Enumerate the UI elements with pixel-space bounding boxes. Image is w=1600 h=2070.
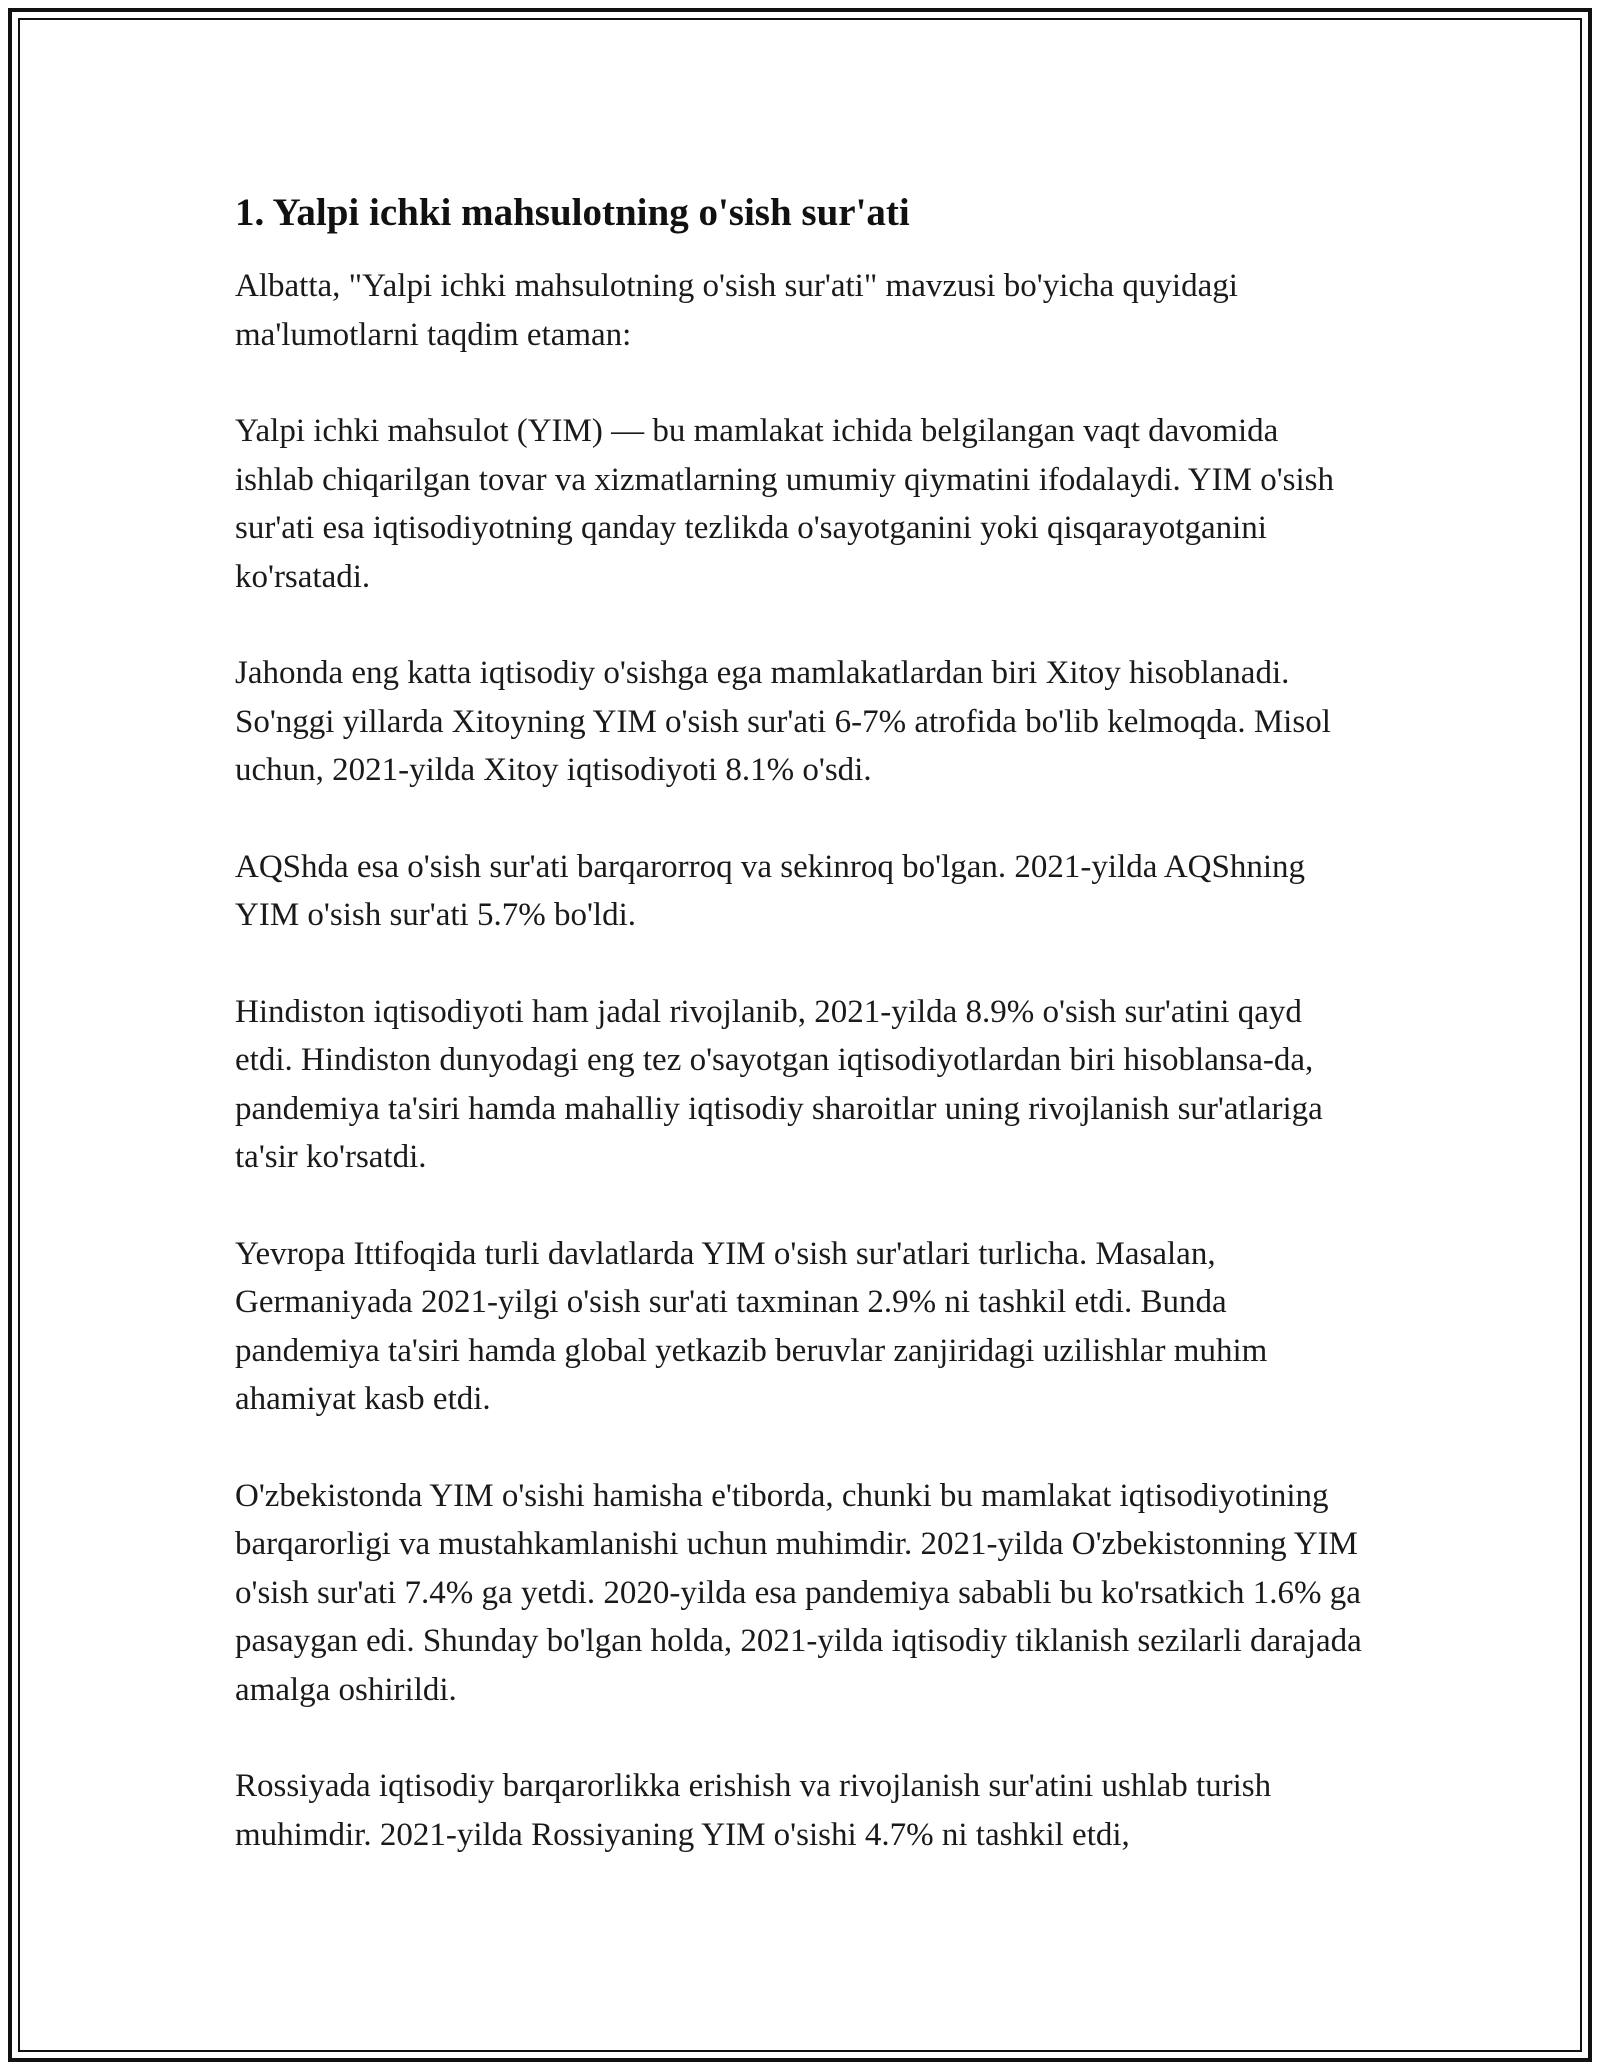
paragraph-russia: Rossiyada iqtisodiy barqarorlikka erishish va rivojlanish sur'atini ushlab turish muhimdir. 2021-yilda Rossiyaning YIM o'sishi 4.7% ni tashkil etdi, [235, 1768, 1272, 1853]
paragraph-eu: Yevropa Ittifoqida turli davlatlarda YIM o'sish sur'atlari turlicha. Masalan, Germaniyada 2021-yilgi o'sish sur'ati taxminan 2.9% ni tashkil etdi. Bunda pandemiya ta'siri hamda global yetkazib beruvlar zanjiridagi uzilishlar muhim ahamiyat kasb etdi. [235, 1235, 1268, 1417]
paragraph-china: Jahonda eng katta iqtisodiy o'sishga ega mamlakatlardan biri Xitoy hisoblanadi. So'nggi yillarda Xitoyning YIM o'sish sur'ati 6-7% atrofida bo'lib kelmoqda. Misol uchun, 2021-yilda Xitoy iqtisodiyoti 8.1% o'sdi. [235, 655, 1331, 788]
paragraph-uzbekistan: O'zbekistonda YIM o'sishi hamisha e'tiborda, chunki bu mamlakat iqtisodiyotining barqarorligi va mustahkamlanishi uchun muhimdir. 2021-yilda O'zbekistonning YIM o'sish sur'ati 7.4% ga yetdi. 2020-yilda esa pandemiya sababli bu ko'rsatkich 1.6% ga pasaygan edi. Shunday bo'lgan holda, 2021-yilda iqtisodiy tiklanish sezilarli darajada amalga oshirildi. [235, 1477, 1362, 1708]
paragraph-intro: Albatta, "Yalpi ichki mahsulotning o'sish sur'ati" mavzusi bo'yicha quyidagi ma'lumotlarni taqdim etaman: [235, 268, 1238, 353]
paragraph-india: Hindiston iqtisodiyoti ham jadal rivojlanib, 2021-yilda 8.9% o'sish sur'atini qayd etdi. Hindiston dunyodagi eng tez o'sayotgan iqtisodiyotlardan biri hisoblansa-da, pandemiya ta'siri hamda mahalliy iqtisodiy sharoitlar uning rivojlanish sur'atlariga ta'sir ko'rsatdi. [235, 993, 1323, 1175]
section-title: 1. Yalpi ichki mahsulotning o'sish sur'ati [235, 191, 910, 234]
paragraph-usa: AQShda esa o'sish sur'ati barqarorroq va sekinroq bo'lgan. 2021-yilda AQShning YIM o'sish sur'ati 5.7% bo'ldi. [235, 848, 1306, 933]
paragraph-definition: Yalpi ichki mahsulot (YIM) — bu mamlakat ichida belgilangan vaqt davomida ishlab chiqarilgan tovar va xizmatlarning umumiy qiymatini ifodalaydi. YIM o'sish sur'ati esa iqtisodiyotning qanday tezlikda o'sayotganini yoki qisqarayotganini ko'rsatadi. [235, 413, 1335, 595]
document-page [235, 186, 1365, 1907]
